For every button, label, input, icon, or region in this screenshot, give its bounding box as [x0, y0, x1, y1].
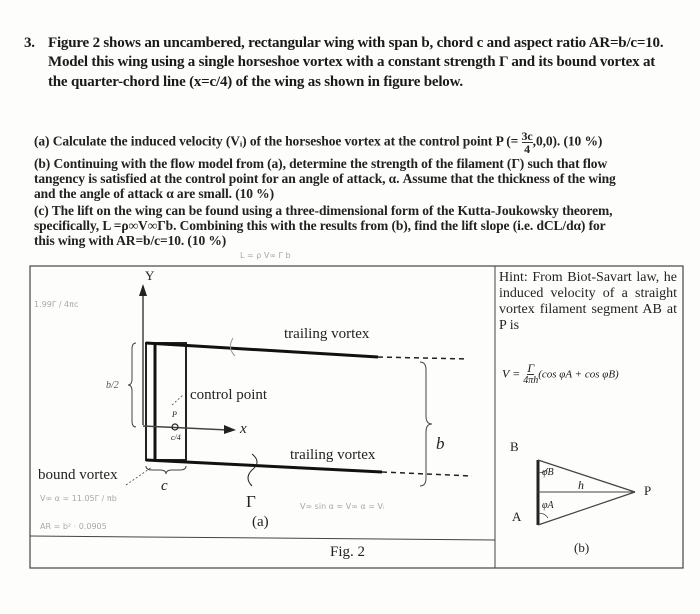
- chord-brace: [146, 466, 186, 474]
- phi-a-label: φA: [542, 500, 554, 511]
- trailing-vortex-top-label: trailing vortex: [284, 326, 370, 342]
- fig-a-caption: (a): [252, 514, 269, 530]
- fig-b-caption: (b): [574, 540, 590, 555]
- part-a-text: (a) Calculate the induced velocity (Vᵢ) of the horseshoe vortex at the control point P (=: [34, 133, 519, 149]
- pencil-note: AR = b² · 0.0905: [40, 522, 107, 531]
- control-point-p-label: P: [172, 410, 177, 419]
- span-label: b: [436, 434, 445, 453]
- biot-savart-formula: [502, 362, 619, 387]
- formula-lhs: V =: [502, 366, 521, 381]
- trailing-vortex-bottom-dashed: [382, 472, 472, 476]
- half-span-label: b/2: [106, 380, 119, 391]
- pencil-note: 1.99Γ / 4πc: [34, 300, 79, 309]
- formula-den: 4πh: [523, 375, 539, 386]
- chord-label: c: [161, 478, 168, 494]
- point-p-label: P: [644, 483, 652, 498]
- frac-num: 3c: [521, 129, 533, 143]
- half-span-brace: [128, 343, 136, 427]
- question-line-3: the quarter-chord line (x=c/4) of the wing as shown in figure below.: [48, 74, 463, 90]
- part-a-tail: ,0,0). (10 %): [532, 133, 603, 149]
- caption-divider: [30, 536, 495, 540]
- span-brace: [420, 362, 432, 486]
- pencil-note: V∞ α = 11.05Γ / πb: [40, 494, 117, 503]
- formula-rhs: (cos φA + cos φB): [538, 368, 619, 381]
- question-line-2: Model this wing using a single horseshoe vortex with a constant strength Γ and its bound vortex at: [48, 54, 656, 70]
- trailing-vortex-top-dashed: [378, 357, 468, 359]
- y-axis-label: Y: [145, 268, 155, 283]
- pencil-note: L = ρ V∞ Γ b: [240, 251, 291, 260]
- distance-h-label: h: [578, 478, 584, 492]
- wing-planform: [146, 343, 186, 460]
- question-number: 3.: [24, 35, 35, 51]
- point-b-label: B: [510, 439, 519, 454]
- quarter-chord-label: c/4: [171, 433, 181, 442]
- phi-b-label: φB: [542, 467, 554, 478]
- control-point-label: control point: [190, 387, 268, 403]
- part-c-line: specifically, L =ρ∞V∞Γb. Combining this with the results from (b), find the lift slope (i.e. dCL/dα) for: [34, 218, 606, 233]
- x-axis-label: x: [240, 421, 247, 437]
- part-b-line: (b) Continuing with the flow model from (a), determine the strength of the filament (Γ) such that flow: [34, 156, 608, 171]
- part-c-line: (c) The lift on the wing can be found using a three-dimensional form of the Kutta-Joukowsky theorem,: [34, 203, 613, 218]
- formula-fraction: [523, 362, 538, 387]
- point-a-label: A: [512, 509, 522, 524]
- gamma-label: Γ: [246, 492, 256, 511]
- hint-text: Hint: From Biot-Savart law, he induced velocity of a straight vortex filament segment AB at P is: [499, 270, 677, 333]
- fig-2-caption: Fig. 2: [330, 544, 366, 560]
- y-axis-arrow: [139, 284, 147, 296]
- control-point-leader: [172, 395, 183, 405]
- trailing-vortex-bottom-label: trailing vortex: [290, 447, 376, 463]
- bound-vortex-label: bound vortex: [38, 467, 118, 483]
- rotation-arrow-bottom-icon: [248, 454, 257, 486]
- formula-num: Γ: [527, 361, 535, 375]
- part-b-line: tangency is satisfied at the control point for an angle of attack, α. Assume that the thickness of the wing: [34, 171, 616, 186]
- part-b-line: and the angle of attack α are small. (10 %): [34, 186, 274, 201]
- part-c-line: this wing with AR=b/c=10. (10 %): [34, 233, 227, 248]
- pencil-note: V∞ sin α ≈ V∞ α = Vᵢ: [300, 502, 385, 511]
- trailing-vortex-top: [146, 343, 378, 357]
- frac-den: 4: [524, 142, 531, 156]
- x-axis-arrow: [224, 425, 236, 434]
- question-line-1: Figure 2 shows an uncambered, rectangular wing with span b, chord c and aspect ratio AR=b/c=10.: [48, 35, 664, 51]
